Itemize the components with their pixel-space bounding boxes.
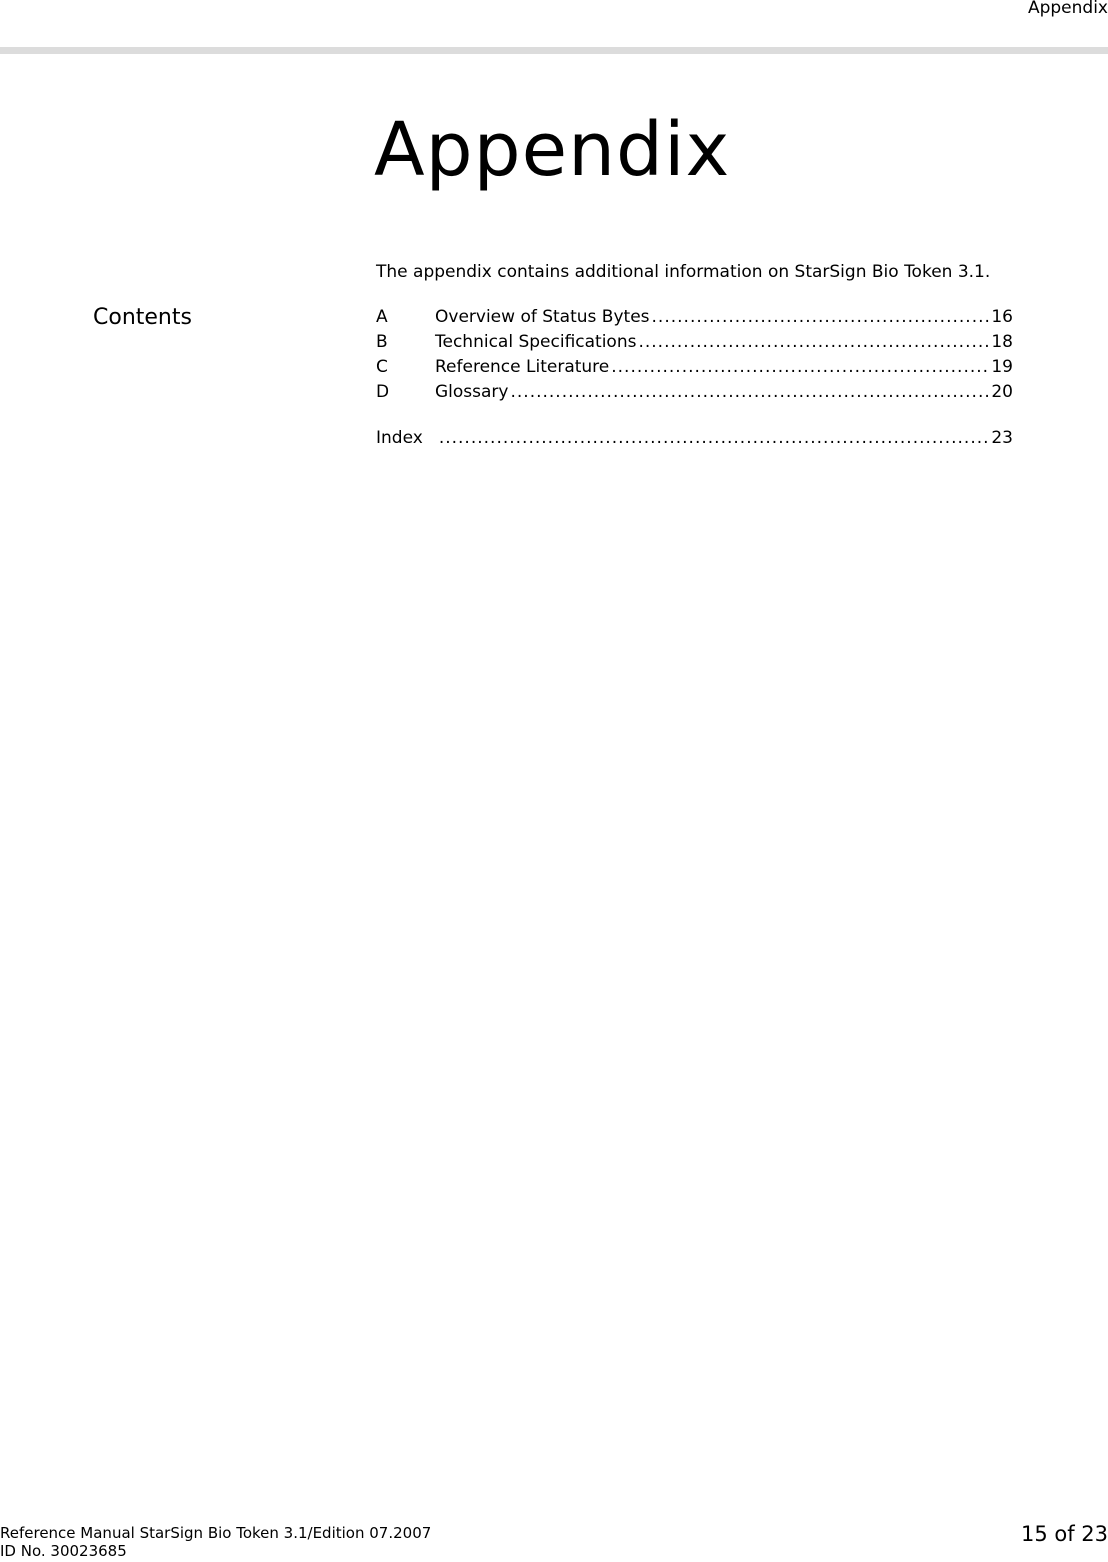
toc-entry-c[interactable]: [376, 355, 1013, 380]
toc-index-label: Index: [376, 428, 423, 448]
intro-paragraph: The appendix contains additional information on StarSign Bio Token 3.1.: [376, 262, 991, 282]
toc-entry-a[interactable]: [376, 305, 1013, 330]
table-of-contents: [376, 305, 1013, 405]
toc-leader-dots: [611, 355, 989, 380]
header-rule: [0, 47, 1108, 54]
toc-entry-title: Overview of Status Bytes: [435, 307, 650, 327]
toc-entry-title: Technical Specifications: [435, 332, 637, 352]
chapter-title: Appendix: [374, 107, 731, 193]
contents-label: Contents: [93, 305, 192, 330]
toc-entry-page: 20: [991, 382, 1013, 402]
toc-entry-title: Reference Literature: [435, 357, 610, 377]
toc-entry-letter: A: [376, 307, 388, 327]
toc-entry-letter: D: [376, 382, 390, 402]
toc-entry-title: Glossary: [435, 382, 509, 402]
toc-entry-index[interactable]: [376, 426, 1013, 451]
toc-entry-letter: C: [376, 357, 388, 377]
footer-id-number: ID No. 30023685: [0, 1542, 127, 1560]
toc-entry-b[interactable]: [376, 330, 1013, 355]
toc-entry-page: 18: [991, 332, 1013, 352]
toc-entry-page: 19: [991, 357, 1013, 377]
toc-entry-page: 16: [991, 307, 1013, 327]
footer-doc-title: Reference Manual StarSign Bio Token 3.1/Edition 07.2007: [0, 1524, 432, 1542]
toc-leader-dots: [439, 426, 990, 451]
footer-document-info: [0, 1524, 431, 1560]
toc-entry-letter: B: [376, 332, 388, 352]
footer-page-indicator: 15 of 23: [1020, 1522, 1108, 1546]
toc-index-page: 23: [991, 428, 1013, 448]
toc-leader-dots: [510, 380, 989, 405]
toc-leader-dots: [652, 305, 990, 330]
running-header-title: Appendix: [1027, 0, 1108, 18]
toc-leader-dots: [638, 330, 989, 355]
toc-entry-d[interactable]: [376, 380, 1013, 405]
